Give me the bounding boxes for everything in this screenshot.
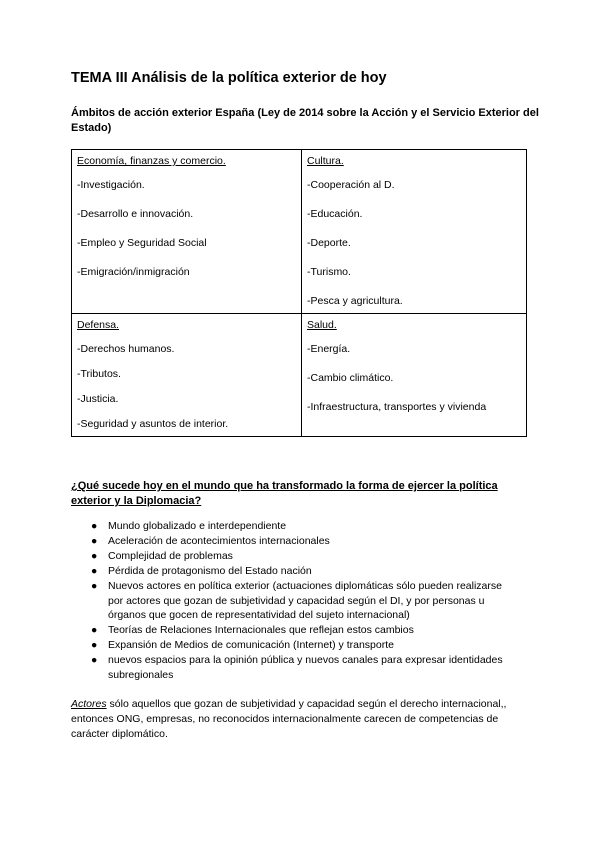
cell-item: -Empleo y Seguridad Social (77, 237, 207, 249)
list-item (91, 653, 511, 683)
list-item (91, 534, 511, 549)
actors-term: Actores (71, 698, 107, 710)
list-item-text: Teorías de Relaciones Internacionales que reflejan estos cambios (108, 624, 414, 637)
cell-item: -Emigración/inmigración (77, 266, 190, 278)
list-item (91, 579, 511, 624)
cell-item: -Pesca y agricultura. (307, 295, 403, 307)
bullet-icon: ● (91, 579, 98, 592)
list-item-text: Complejidad de problemas (108, 549, 233, 562)
list-item (91, 623, 511, 638)
list-item-text: Mundo globalizado e interdependiente (108, 520, 287, 532)
section-question: ¿Qué sucede hoy en el mundo que ha transformado la forma de ejercer la política exterior y la Diplomacia? (71, 480, 498, 507)
cell-title: Defensa. (77, 319, 120, 331)
bullet-icon: ● (91, 564, 98, 577)
table-cell (72, 314, 302, 437)
cell-item: -Cooperación al D. (307, 179, 395, 191)
bullet-icon: ● (91, 549, 98, 562)
cell-item: -Tributos. (77, 368, 121, 380)
cell-item: -Derechos humanos. (77, 343, 175, 355)
cell-item: -Cambio climático. (307, 372, 394, 384)
actors-text: sólo aquellos que gozan de subjetividad y capacidad según el derecho internacional,, entonces ONG, empresas, no reconocidos internacionalmente carecen de competencias de carácter diplomático. (71, 698, 507, 740)
bullet-icon: ● (91, 654, 98, 667)
action-areas-table (71, 149, 527, 437)
table-cell (72, 150, 302, 314)
cell-item: -Deporte. (307, 237, 351, 249)
cell-item: -Seguridad y asuntos de interior. (77, 418, 229, 430)
cell-item: -Desarrollo e innovación. (77, 208, 194, 220)
bullet-icon: ● (91, 639, 98, 652)
table-row (72, 150, 527, 314)
list-item (91, 564, 511, 579)
table-row (72, 314, 527, 437)
cell-title: Salud. (307, 319, 337, 331)
list-item-text: Nuevos actores en política exterior (actuaciones diplomáticas sólo pueden realizarse por actores que gozan de subjetividad y capacidad según el DI, y por personas u órganos que gocen de representatividad del sujeto internacional) (108, 579, 502, 622)
list-item-text: nuevos espacios para la opinión pública y nuevos canales para expresar identidades subregionales (108, 654, 503, 682)
cell-item: -Educación. (307, 208, 363, 220)
bullet-icon: ● (91, 624, 98, 637)
bullet-icon: ● (91, 520, 98, 532)
table-cell (302, 150, 527, 314)
section-subtitle: Ámbitos de acción exterior España (Ley de 2014 sobre la Acción y el Servicio Exterior del Estado) (71, 107, 539, 134)
actors-paragraph (71, 697, 531, 742)
table-cell (302, 314, 527, 437)
list-item (91, 638, 511, 653)
bullet-icon: ● (91, 534, 98, 547)
cell-item: -Justicia. (77, 393, 119, 405)
cell-item: -Investigación. (77, 179, 145, 191)
cell-item: -Turismo. (307, 266, 351, 278)
list-item-text: Aceleración de acontecimientos internacionales (108, 534, 330, 547)
list-item (91, 519, 511, 534)
cell-title: Economía, finanzas y comercio. (77, 155, 226, 167)
cell-title: Cultura. (307, 155, 344, 167)
cell-item: -Energía. (307, 343, 351, 355)
page-title: TEMA III Análisis de la política exterior de hoy (71, 70, 387, 86)
list-item-text: Pérdida de protagonismo del Estado nación (108, 564, 312, 577)
list-item-text: Expansión de Medios de comunicación (Internet) y transporte (108, 639, 394, 652)
list-item (91, 549, 511, 564)
bullet-list (91, 519, 511, 683)
cell-item: -Infraestructura, transportes y vivienda (307, 401, 487, 413)
